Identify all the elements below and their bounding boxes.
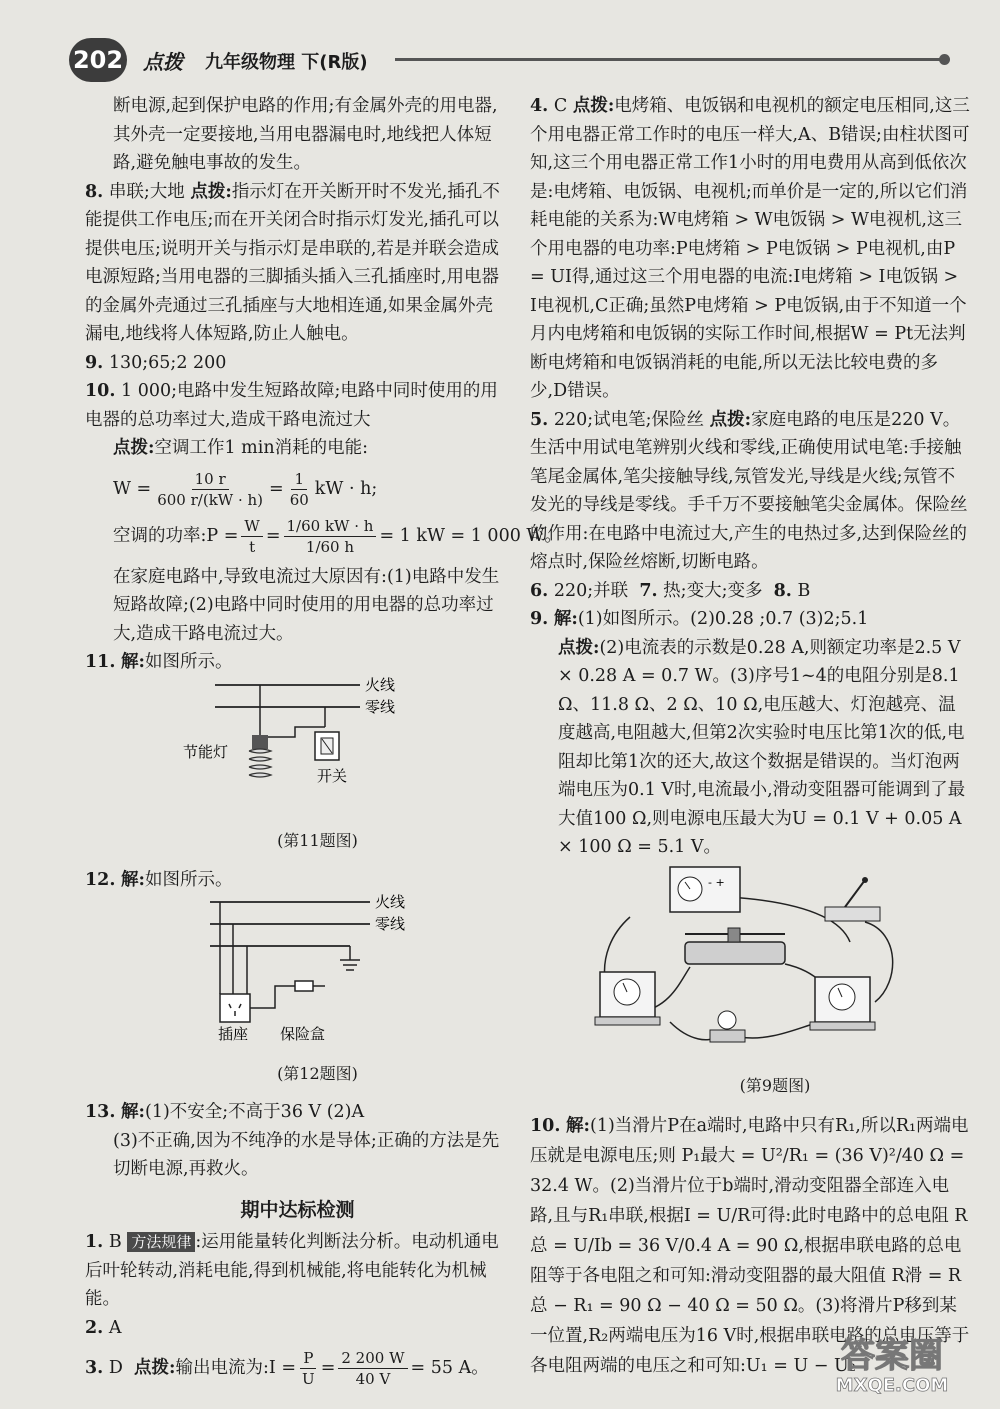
midterm-answer-2: [85, 1314, 510, 1343]
tip-label: 点拨:: [190, 181, 232, 202]
tip-line: [85, 434, 510, 463]
paragraph: 在家庭电路中,导致电流过大原因有:(1)电路中发生短路故障;(2)电路中同时使用的用电器的总功率过大,造成干路电流过大。: [113, 566, 500, 644]
question-number: 4.: [530, 96, 549, 116]
live-wire-label: 火线: [375, 894, 406, 911]
formula-rhs: = 55 A。: [410, 1358, 489, 1379]
answer-text: 1 000;电路中发生短路故障;电路中同时使用的用电器的总功率过大,造成干路电流过大: [85, 381, 498, 430]
question-number: 1.: [85, 1232, 104, 1252]
answer-9: [530, 605, 970, 634]
voltmeter-right-icon: [810, 977, 875, 1030]
question-number: 13.: [85, 1102, 116, 1122]
section-title: 期中达标检测: [240, 1198, 355, 1221]
denominator: 40 V: [355, 1370, 391, 1388]
answer-10: [85, 377, 510, 434]
tip-text: (2)电流表的示数是0.28 A,则额定功率是2.5 V × 0.28 A = 0.7 W。(3)序号1~4的电阻分别是8.1 Ω、11.8 Ω、2 Ω、10 Ω,电压越大、灯泡越亮、温度越高,电阻越大,但第2次实验时电压比第1次的低,电阻却比第1次的还大,故这个数据是错误的。当灯泡两端电压为0.1 V时,电流最小,滑动变阻器可能调到了最大值100 Ω,则电源电压最大为U = 0.1 V + 0.05 A × 100 Ω = 5.1 V。: [558, 637, 966, 857]
answer-text: 如图所示。: [145, 652, 233, 672]
answer-11: [85, 648, 510, 677]
answer-text: (1)当滑片P在a端时,电路中只有R₁,所以R₁两端电压就是电源电压;则 P₁最大 = U²/R₁ = (36 V)²/40 Ω = 32.4 W。(2)当滑片位于b端时,滑动变阻器全部连入电路,且与R₁串联,根据I = U/R可得:此时电路中的总电阻 R总 = U/Ib = 36 V/0.4 A = 90 Ω,根据串联电路的总电阻等于各电阻之和可知:滑动变阻器的最大阻值 R滑 = R总 − R₁ = 90 Ω − 40 Ω = 50 Ω。(3)将滑片P移到某一位置,R₂两端电压为16 V时,根据串联电路的总电压等于各电阻两端的电压之和可知:U₁ = U − U₂: [530, 1115, 970, 1376]
answer-choice: B: [108, 1232, 122, 1252]
watermark-logo: [802, 1329, 982, 1399]
answer-6-7-8: [530, 577, 970, 606]
answer-text: 如图所示。: [145, 869, 233, 890]
question-number: 12.: [85, 869, 116, 890]
ground-icon: [340, 946, 360, 970]
tip-text: 家庭电路的电压是220 V。生活中用试电笔辨别火线和零线,正确使用试电笔:手接触笔尾金属体,笔尖接触导线,氖管发光,导线是火线;氖管不发光的导线是零线。手千万不要接触笔尖金属体。保险丝的作用:在电路中电流过大,产生的电热过多,达到保险丝的熔点时,保险丝熔断,切断电路。: [530, 409, 968, 572]
fuse-box-label: 保险盒: [280, 1025, 326, 1043]
live-wire-label: 火线: [365, 676, 396, 694]
numerator: 1: [291, 469, 307, 490]
numerator: 1/60 kW · h: [284, 516, 377, 537]
midterm-answer-3: 3. D 点拨: 输出电流为:I = $\frac{P}{U}$ = $\frac{2 200 W}{40 V}$ = 55 A。: [85, 1349, 489, 1388]
book-title: 九年级物理 下(R版): [205, 52, 368, 73]
tip-label: 点拨:: [134, 1358, 176, 1379]
page-header: [65, 38, 955, 86]
numerator: 10 r: [192, 469, 229, 490]
header-rule: [395, 58, 940, 61]
denominator: 600 r/(kW · h): [157, 490, 264, 509]
denominator: 60: [289, 490, 309, 509]
question-number: 6.: [530, 580, 549, 601]
answer-8: [85, 178, 510, 349]
answer-text: (1)如图所示。(2)0.28 ;0.7 (3)2;5.1: [577, 609, 869, 629]
solution-label: 解:: [121, 1102, 145, 1122]
formula-unit: kW · h;: [314, 478, 378, 499]
question-number: 7.: [639, 580, 658, 601]
figure-caption: (第9题图): [739, 1076, 811, 1095]
circuit-diagram-12: [125, 894, 425, 1044]
tip-label: 点拨:: [709, 409, 752, 430]
question-number: 10.: [530, 1115, 561, 1136]
fraction: [338, 1348, 407, 1389]
question-number: 10.: [85, 381, 116, 401]
equals: =: [265, 525, 281, 546]
neutral-wire-label: 零线: [365, 697, 396, 716]
answer-13: [85, 1098, 510, 1127]
watermark-logo-text: 答案圈: [841, 1336, 943, 1376]
tip-label: 点拨:: [113, 438, 155, 458]
figure-caption: (第12题图): [277, 1063, 358, 1083]
question-number: 8.: [773, 580, 792, 601]
answer-text: 220;试电笔;保险丝: [553, 409, 705, 430]
answer-text: 130;65;2 200: [108, 352, 227, 373]
formula-rhs: = 1 kW = 1 000 W。: [379, 525, 562, 546]
numerator: P: [300, 1348, 316, 1369]
circuit-diagram-11: [125, 677, 415, 812]
page-number: 202: [69, 38, 127, 82]
switch-label: 开关: [317, 766, 348, 785]
question-number: 11.: [85, 652, 116, 672]
tip-text: 空调工作1 min消耗的电能:: [154, 438, 369, 458]
voltmeter-top-icon: [670, 867, 740, 912]
fraction: [241, 516, 262, 557]
figure-11: [125, 677, 510, 856]
figure-12: [125, 894, 510, 1088]
question-number: 8.: [85, 181, 104, 202]
formula-lhs: 空调的功率:P =: [113, 525, 239, 546]
answer-text: (1)不安全;不高于36 V (2)A: [145, 1102, 365, 1122]
denominator: U: [302, 1370, 315, 1388]
tip-line: [530, 634, 970, 862]
energy-saving-lamp-icon: [249, 735, 271, 777]
figure-9: [580, 862, 970, 1101]
formula-lhs: W =: [113, 478, 152, 499]
question-number: 9.: [530, 609, 549, 629]
numerator: W: [241, 516, 262, 537]
answer-4: [530, 92, 970, 406]
equals: =: [269, 478, 284, 499]
left-column: [85, 92, 562, 1395]
question-number: 5.: [530, 409, 549, 430]
answer-text: 串联;大地: [108, 181, 185, 202]
figure-caption: (第11题图): [277, 831, 358, 850]
rheostat-icon: [685, 928, 785, 964]
switch-icon: [315, 732, 339, 760]
answer-12: [85, 866, 510, 895]
fraction: [287, 469, 312, 510]
lamp-label: 节能灯: [183, 742, 229, 761]
fraction: [284, 516, 377, 557]
paragraph: 断电源,起到保护电路的作用;有金属外壳的用电器,其外壳一定要接地,当用电器漏电时,地线把人体短路,避免触电事故的发生。: [113, 96, 498, 173]
switch-knife-icon: [825, 877, 880, 921]
socket-icon: [220, 994, 250, 1022]
experiment-circuit-illustration: [580, 862, 910, 1057]
bulb-icon: [710, 1011, 745, 1042]
fraction: [299, 1348, 318, 1389]
solution-label: 解:: [121, 869, 145, 890]
answer-choice: C: [553, 96, 568, 116]
tip-text: 电烤箱、电饭锅和电视机的额定电压相同,这三个用电器正常工作时的电压一样大,A、B错误;由柱状图可知,这三个用电器正常工作1小时的用电费用从高到低依次是:电烤箱、电饭锅、电视机;而单价是一定的,所以它们消耗电能的关系为:W电烤箱 > W电饭锅 > W电视机,这三个用电器的电功率:P电烤箱 > P电饭锅 > P电视机,由P = UI得,通过这三个用电器的电流:I电烤箱 > I电饭锅 > I电视机,C正确;虽然P电烤箱 > P电饭锅,由于不知道一个月内电烤箱和电饭锅的实际工作时间,根据W = Pt无法判断电烤箱和电饭锅消耗的电能,所以无法比较电费的多少,D错误。: [530, 96, 970, 401]
question-number: 9.: [85, 352, 104, 373]
answer-choice: A: [108, 1317, 122, 1338]
tip-label: 点拨:: [558, 637, 600, 658]
tip-text: 指示灯在开关断开时不发光,插孔不能提供工作电压;而在开关闭合时指示灯发光,插孔可以提供电压;说明开关与指示灯是串联的,若是并联会造成电源短路;当用电器的三脚插头插入三孔插座时,用电器的金属外壳通过三孔插座与大地相连通,如果金属外壳漏电,地线将人体短路,防止人触电。: [85, 181, 500, 344]
watermark-url: MXQE.COM: [835, 1375, 949, 1396]
solution-label: 解:: [553, 609, 578, 629]
paragraph: (3)不正确,因为不纯净的水是导体;正确的方法是先切断电源,再救火。: [113, 1130, 500, 1179]
fuse-box-icon: [295, 981, 313, 991]
solution-label: 解:: [121, 652, 145, 672]
question-number: 2.: [85, 1317, 104, 1338]
socket-label: 插座: [218, 1025, 249, 1043]
answer-5: [530, 406, 970, 577]
answer-9: [85, 349, 510, 378]
denominator: t: [249, 537, 256, 556]
fraction: [154, 469, 266, 510]
header-dot: [939, 54, 950, 65]
formula-power: [113, 516, 562, 557]
neutral-wire-label: 零线: [375, 915, 406, 933]
midterm-answer-1: [85, 1228, 510, 1314]
method-tag: 方法规律: [127, 1232, 195, 1252]
denominator: 1/60 h: [305, 537, 355, 556]
formula-lhs: 输出电流为:I =: [175, 1358, 297, 1379]
formula-energy: [113, 469, 510, 510]
brand-logo: 点拨: [143, 50, 183, 74]
numerator: 2 200 W: [338, 1348, 407, 1369]
answer-text: 热;变大;变多: [663, 580, 763, 601]
answer-choice: D: [108, 1358, 123, 1379]
answer-text: 220;并联: [553, 580, 629, 601]
solution-label: 解:: [566, 1115, 590, 1136]
svg-text:- +: - +: [708, 875, 725, 889]
question-number: 3.: [85, 1358, 104, 1379]
answer-text: :运用能量转化判断法分析。电动机通电后叶轮转动,消耗电能,得到机械能,将电能转化为机械能。: [85, 1232, 499, 1309]
tip-label: 点拨:: [572, 96, 615, 116]
ammeter-left-icon: [595, 972, 660, 1025]
answer-choice: B: [797, 580, 811, 601]
right-column: [530, 92, 970, 1381]
